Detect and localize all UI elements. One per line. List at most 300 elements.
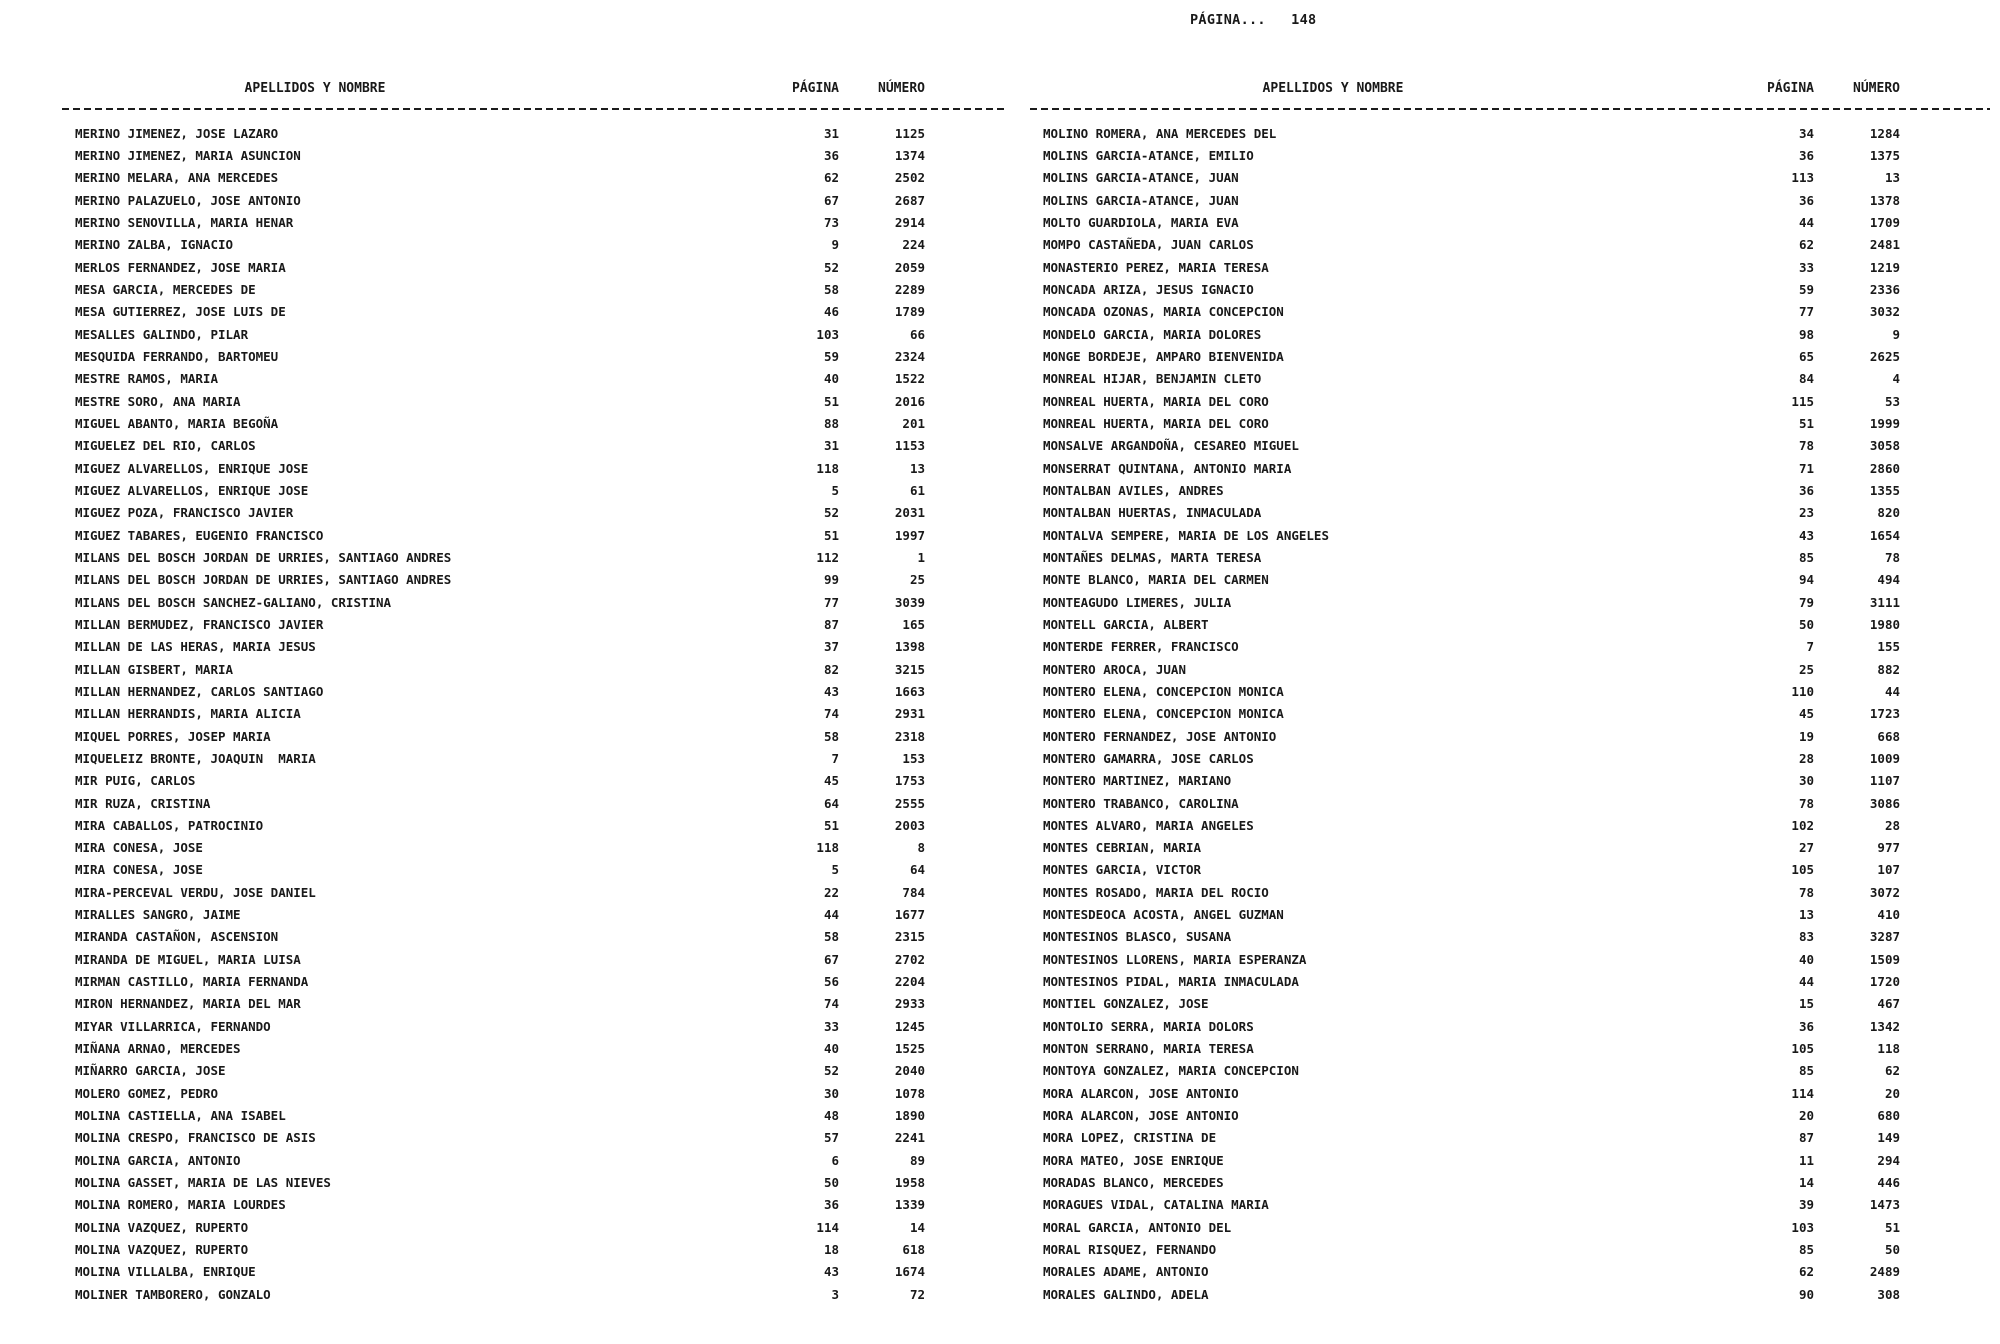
table-row [1043, 970, 1900, 992]
table-row [75, 1194, 925, 1216]
number-cell: 2931 [894, 706, 925, 722]
number-cell: 9 [1892, 326, 1900, 342]
name-cell: MONCADA OZONAS, MARIA CONCEPCION [1043, 304, 1284, 320]
table-row [1043, 1082, 1900, 1104]
name-cell: MOLTO GUARDIOLA, MARIA EVA [1043, 214, 1239, 230]
page-number-label: PÁGINA... [1190, 12, 1266, 28]
page-cell: 13 [1798, 907, 1814, 923]
number-cell: 784 [902, 884, 925, 900]
name-cell: MORA ALARCON, JOSE ANTONIO [1043, 1085, 1239, 1101]
name-cell: MONTESINOS PIDAL, MARIA INMACULADA [1043, 974, 1299, 990]
table-row [1043, 144, 1900, 166]
header-numero: NÚMERO [1853, 81, 1900, 96]
table-row [1043, 234, 1900, 256]
page-cell: 33 [823, 1018, 839, 1034]
number-cell: 3058 [1869, 438, 1900, 454]
number-cell: 1473 [1869, 1197, 1900, 1213]
page-cell: 62 [1798, 1264, 1814, 1280]
number-cell: 2860 [1869, 460, 1900, 476]
table-row [1043, 881, 1900, 903]
name-cell: MONTOYA GONZALEZ, MARIA CONCEPCION [1043, 1063, 1299, 1079]
number-cell: 1107 [1869, 773, 1900, 789]
name-cell: MESALLES GALINDO, PILAR [75, 326, 249, 342]
table-row [75, 390, 925, 412]
table-row [1043, 770, 1900, 792]
page-cell: 44 [1798, 214, 1814, 230]
table-row [1043, 703, 1900, 725]
page-cell: 84 [1798, 371, 1814, 387]
number-cell: 1153 [894, 438, 925, 454]
page-cell: 40 [823, 371, 839, 387]
number-cell: 1339 [894, 1197, 925, 1213]
table-row [1043, 1194, 1900, 1216]
table-row [75, 569, 925, 591]
number-cell: 224 [902, 237, 925, 253]
number-cell: 2489 [1869, 1264, 1900, 1280]
page-cell: 27 [1798, 840, 1814, 856]
name-cell: MILANS DEL BOSCH JORDAN DE URRIES, SANTIAGO ANDRES [75, 549, 452, 565]
name-cell: MORADAS BLANCO, MERCEDES [1043, 1175, 1224, 1191]
page-cell: 20 [1798, 1108, 1814, 1124]
name-cell: MIRA-PERCEVAL VERDU, JOSE DANIEL [75, 884, 316, 900]
table-row [1043, 1104, 1900, 1126]
page-cell: 99 [823, 572, 839, 588]
name-cell: MORAL RISQUEZ, FERNANDO [1043, 1242, 1217, 1258]
page-cell: 88 [823, 415, 839, 431]
name-cell: MONTERO FERNANDEZ, JOSE ANTONIO [1043, 728, 1277, 744]
name-cell: MORA LOPEZ, CRISTINA DE [1043, 1130, 1217, 1146]
table-row [75, 546, 925, 568]
number-cell: 1355 [1869, 482, 1900, 498]
table-row [1043, 502, 1900, 524]
number-cell: 20 [1884, 1085, 1900, 1101]
name-cell: MONTES ALVARO, MARIA ANGELES [1043, 817, 1254, 833]
name-cell: MOLINA VAZQUEZ, RUPERTO [75, 1219, 249, 1235]
name-cell: MONREAL HIJAR, BENJAMIN CLETO [1043, 371, 1262, 387]
number-cell: 107 [1877, 862, 1900, 878]
page-cell: 52 [823, 505, 839, 521]
number-cell: 3215 [894, 661, 925, 677]
table-row [75, 658, 925, 680]
number-cell: 3086 [1869, 795, 1900, 811]
page-cell: 36 [823, 147, 839, 163]
table-row [1043, 122, 1900, 144]
table-row [75, 725, 925, 747]
table-row [1043, 725, 1900, 747]
name-cell: MONTES ROSADO, MARIA DEL ROCIO [1043, 884, 1269, 900]
name-cell: MONTELL GARCIA, ALBERT [1043, 616, 1209, 632]
table-row [1043, 903, 1900, 925]
table-row [1043, 278, 1900, 300]
table-row [75, 591, 925, 613]
page-cell: 19 [1798, 728, 1814, 744]
name-cell: MIÑARRO GARCIA, JOSE [75, 1063, 226, 1079]
page-cell: 90 [1798, 1286, 1814, 1302]
name-cell: MIRA CABALLOS, PATROCINIO [75, 817, 264, 833]
name-cell: MOLINA VAZQUEZ, RUPERTO [75, 1242, 249, 1258]
name-cell: MOLINO ROMERA, ANA MERCEDES DEL [1043, 125, 1277, 141]
page-cell: 57 [823, 1130, 839, 1146]
number-cell: 1509 [1869, 951, 1900, 967]
page-cell: 110 [1791, 683, 1814, 699]
table-row [1043, 546, 1900, 568]
page-cell: 113 [1791, 170, 1814, 186]
table-row [75, 144, 925, 166]
page-cell: 34 [1798, 125, 1814, 141]
dashed-separator [1030, 108, 1990, 110]
page-cell: 36 [1798, 1018, 1814, 1034]
table-row [1043, 636, 1900, 658]
page-cell: 28 [1798, 750, 1814, 766]
name-cell: MORALES GALINDO, ADELA [1043, 1286, 1209, 1302]
header-apellidos-nombre: APELLIDOS Y NOMBRE [1262, 81, 1404, 96]
name-cell: MOMPO CASTAÑEDA, JUAN CARLOS [1043, 237, 1254, 253]
table-row [75, 502, 925, 524]
page-cell: 31 [823, 125, 839, 141]
table-row [1043, 613, 1900, 635]
number-cell: 2040 [894, 1063, 925, 1079]
table-row [1043, 167, 1900, 189]
table-row [1043, 457, 1900, 479]
number-cell: 3072 [1869, 884, 1900, 900]
number-cell: 2933 [894, 996, 925, 1012]
name-cell: MESTRE SORO, ANA MARIA [75, 393, 241, 409]
name-cell: MONGE BORDEJE, AMPARO BIENVENIDA [1043, 348, 1284, 364]
number-cell: 14 [909, 1219, 925, 1235]
number-cell: 1374 [894, 147, 925, 163]
name-cell: MORA MATEO, JOSE ENRIQUE [1043, 1152, 1224, 1168]
number-cell: 2059 [894, 259, 925, 275]
page-cell: 67 [823, 951, 839, 967]
table-row [1043, 368, 1900, 390]
number-cell: 201 [902, 415, 925, 431]
number-cell: 977 [1877, 840, 1900, 856]
table-row [75, 1149, 925, 1171]
number-cell: 1009 [1869, 750, 1900, 766]
table-row [1043, 435, 1900, 457]
page-cell: 11 [1798, 1152, 1814, 1168]
page-cell: 51 [1798, 415, 1814, 431]
page-cell: 45 [823, 773, 839, 789]
number-cell: 153 [902, 750, 925, 766]
page-cell: 40 [823, 1041, 839, 1057]
page-cell: 115 [1791, 393, 1814, 409]
name-cell: MOLINA ROMERO, MARIA LOURDES [75, 1197, 286, 1213]
page-cell: 52 [823, 1063, 839, 1079]
name-cell: MONTESINOS LLORENS, MARIA ESPERANZA [1043, 951, 1307, 967]
table-row [75, 859, 925, 881]
name-cell: MIQUEL PORRES, JOSEP MARIA [75, 728, 271, 744]
table-row [1043, 524, 1900, 546]
page-cell: 114 [1791, 1085, 1814, 1101]
header-numero: NÚMERO [878, 81, 925, 96]
name-cell: MERINO JIMENEZ, JOSE LAZARO [75, 125, 279, 141]
name-cell: MONTON SERRANO, MARIA TERESA [1043, 1041, 1254, 1057]
name-cell: MOLINA CASTIELLA, ANA ISABEL [75, 1108, 286, 1124]
name-cell: MILANS DEL BOSCH SANCHEZ-GALIANO, CRISTINA [75, 594, 392, 610]
table-row [75, 1261, 925, 1283]
number-cell: 1 [917, 549, 925, 565]
page-cell: 40 [1798, 951, 1814, 967]
name-cell: MONTERDE FERRER, FRANCISCO [1043, 639, 1239, 655]
number-cell: 1654 [1869, 527, 1900, 543]
number-cell: 50 [1884, 1242, 1900, 1258]
table-row [1043, 993, 1900, 1015]
name-cell: MERINO PALAZUELO, JOSE ANTONIO [75, 192, 301, 208]
number-cell: 2481 [1869, 237, 1900, 253]
name-cell: MIR PUIG, CARLOS [75, 773, 196, 789]
table-row [75, 926, 925, 948]
page-cell: 87 [823, 616, 839, 632]
table-row [1043, 1060, 1900, 1082]
table-row [75, 301, 925, 323]
page-cell: 77 [823, 594, 839, 610]
table-row [75, 1238, 925, 1260]
rows-right [1030, 122, 1990, 1305]
page-cell: 105 [1791, 1041, 1814, 1057]
number-cell: 1219 [1869, 259, 1900, 275]
name-cell: MONREAL HUERTA, MARIA DEL CORO [1043, 415, 1269, 431]
name-cell: MIGUEZ POZA, FRANCISCO JAVIER [75, 505, 294, 521]
number-cell: 1980 [1869, 616, 1900, 632]
number-cell: 2204 [894, 974, 925, 990]
number-cell: 1663 [894, 683, 925, 699]
table-row [75, 770, 925, 792]
page-cell: 22 [823, 884, 839, 900]
table-row [1043, 1216, 1900, 1238]
table-row [75, 814, 925, 836]
name-cell: MIÑANA ARNAO, MERCEDES [75, 1041, 241, 1057]
number-cell: 149 [1877, 1130, 1900, 1146]
table-row [1043, 479, 1900, 501]
number-cell: 2289 [894, 281, 925, 297]
table-row [75, 234, 925, 256]
page-cell: 65 [1798, 348, 1814, 364]
table-row [1043, 814, 1900, 836]
page-cell: 31 [823, 438, 839, 454]
header-pagina: PÁGINA [792, 81, 839, 96]
name-cell: MILANS DEL BOSCH JORDAN DE URRIES, SANTIAGO ANDRES [75, 572, 452, 588]
table-row [75, 792, 925, 814]
number-cell: 64 [909, 862, 925, 878]
number-cell: 1789 [894, 304, 925, 320]
number-cell: 1958 [894, 1175, 925, 1191]
page-cell: 9 [831, 237, 839, 253]
name-cell: MIRALLES SANGRO, JAIME [75, 907, 241, 923]
number-cell: 410 [1877, 907, 1900, 923]
table-row [75, 993, 925, 1015]
name-cell: MONTALBAN AVILES, ANDRES [1043, 482, 1224, 498]
table-row [1043, 658, 1900, 680]
page-cell: 18 [823, 1242, 839, 1258]
number-cell: 155 [1877, 639, 1900, 655]
table-row [1043, 591, 1900, 613]
name-cell: MOLINA CRESPO, FRANCISCO DE ASIS [75, 1130, 316, 1146]
page-cell: 7 [831, 750, 839, 766]
number-cell: 308 [1877, 1286, 1900, 1302]
name-cell: MESTRE RAMOS, MARIA [75, 371, 218, 387]
page-cell: 15 [1798, 996, 1814, 1012]
table-row [75, 747, 925, 769]
name-cell: MIGUEZ ALVARELLOS, ENRIQUE JOSE [75, 482, 309, 498]
page-cell: 103 [816, 326, 839, 342]
page-cell: 6 [831, 1152, 839, 1168]
name-cell: MESQUIDA FERRANDO, BARTOMEU [75, 348, 279, 364]
table-row [75, 189, 925, 211]
name-cell: MONTOLIO SERRA, MARIA DOLORS [1043, 1018, 1254, 1034]
name-cell: MILLAN BERMUDEZ, FRANCISCO JAVIER [75, 616, 324, 632]
name-cell: MIGUEL ABANTO, MARIA BEGOÑA [75, 415, 279, 431]
table-row [1043, 1127, 1900, 1149]
number-cell: 294 [1877, 1152, 1900, 1168]
page-cell: 102 [1791, 817, 1814, 833]
name-cell: MONTE BLANCO, MARIA DEL CARMEN [1043, 572, 1269, 588]
page-cell: 44 [823, 907, 839, 923]
page-cell: 98 [1798, 326, 1814, 342]
page-cell: 78 [1798, 795, 1814, 811]
page-cell: 67 [823, 192, 839, 208]
page-cell: 59 [823, 348, 839, 364]
name-cell: MONSERRAT QUINTANA, ANTONIO MARIA [1043, 460, 1292, 476]
name-cell: MESA GUTIERREZ, JOSE LUIS DE [75, 304, 286, 320]
number-cell: 8 [917, 840, 925, 856]
name-cell: MOLINA GASSET, MARIA DE LAS NIEVES [75, 1175, 331, 1191]
name-cell: MIRA CONESA, JOSE [75, 840, 203, 856]
table-row [75, 903, 925, 925]
table-row [1043, 948, 1900, 970]
name-cell: MORAL GARCIA, ANTONIO DEL [1043, 1219, 1232, 1235]
number-cell: 2687 [894, 192, 925, 208]
page-cell: 62 [823, 170, 839, 186]
page-cell: 118 [816, 460, 839, 476]
page-cell: 58 [823, 728, 839, 744]
page-cell: 36 [1798, 482, 1814, 498]
number-cell: 2324 [894, 348, 925, 364]
number-cell: 3111 [1869, 594, 1900, 610]
number-cell: 72 [909, 1286, 925, 1302]
number-cell: 1753 [894, 773, 925, 789]
name-cell: MONDELO GARCIA, MARIA DOLORES [1043, 326, 1262, 342]
number-cell: 1999 [1869, 415, 1900, 431]
page-cell: 46 [823, 304, 839, 320]
page-cell: 25 [1798, 661, 1814, 677]
page-cell: 52 [823, 259, 839, 275]
number-cell: 3287 [1869, 929, 1900, 945]
page-cell: 39 [1798, 1197, 1814, 1213]
dashed-separator [62, 108, 1008, 110]
number-cell: 1525 [894, 1041, 925, 1057]
page-cell: 44 [1798, 974, 1814, 990]
name-cell: MOLINS GARCIA-ATANCE, EMILIO [1043, 147, 1254, 163]
number-cell: 53 [1884, 393, 1900, 409]
page-cell: 30 [1798, 773, 1814, 789]
page-cell: 64 [823, 795, 839, 811]
number-cell: 4 [1892, 371, 1900, 387]
name-cell: MONTIEL GONZALEZ, JOSE [1043, 996, 1209, 1012]
name-cell: MILLAN HERNANDEZ, CARLOS SANTIAGO [75, 683, 324, 699]
name-cell: MONTAÑES DELMAS, MARTA TERESA [1043, 549, 1262, 565]
rows-left [62, 122, 1008, 1305]
number-cell: 89 [909, 1152, 925, 1168]
number-cell: 118 [1877, 1041, 1900, 1057]
page-cell: 37 [823, 639, 839, 655]
table-row [75, 881, 925, 903]
number-cell: 2318 [894, 728, 925, 744]
page-cell: 62 [1798, 237, 1814, 253]
page-cell: 73 [823, 214, 839, 230]
name-cell: MONTESINOS BLASCO, SUSANA [1043, 929, 1232, 945]
page-cell: 71 [1798, 460, 1814, 476]
number-cell: 44 [1884, 683, 1900, 699]
page-cell: 83 [1798, 929, 1814, 945]
name-cell: MIGUEZ TABARES, EUGENIO FRANCISCO [75, 527, 324, 543]
name-cell: MONTALVA SEMPERE, MARIA DE LOS ANGELES [1043, 527, 1329, 543]
table-row [75, 122, 925, 144]
number-cell: 2555 [894, 795, 925, 811]
number-cell: 78 [1884, 549, 1900, 565]
column-headers-right [1030, 80, 1990, 98]
table-row [75, 412, 925, 434]
number-cell: 2502 [894, 170, 925, 186]
name-cell: MONTES GARCIA, VICTOR [1043, 862, 1202, 878]
number-cell: 1997 [894, 527, 925, 543]
page-cell: 103 [1791, 1219, 1814, 1235]
table-row [1043, 569, 1900, 591]
column-headers-left [62, 80, 1008, 98]
page-cell: 50 [823, 1175, 839, 1191]
table-row [1043, 1283, 1900, 1305]
table-row [75, 1127, 925, 1149]
page-cell: 105 [1791, 862, 1814, 878]
number-cell: 1342 [1869, 1018, 1900, 1034]
page-number-value: 148 [1291, 12, 1317, 28]
page-cell: 74 [823, 706, 839, 722]
name-cell: MOLINA GARCIA, ANTONIO [75, 1152, 241, 1168]
page-cell: 51 [823, 527, 839, 543]
table-row [75, 680, 925, 702]
name-cell: MONREAL HUERTA, MARIA DEL CORO [1043, 393, 1269, 409]
page-cell: 77 [1798, 304, 1814, 320]
table-row [75, 256, 925, 278]
table-row [1043, 211, 1900, 233]
page-cell: 112 [816, 549, 839, 565]
number-cell: 820 [1877, 505, 1900, 521]
index-column-left [62, 80, 1008, 1305]
name-cell: MIRMAN CASTILLO, MARIA FERNANDA [75, 974, 309, 990]
name-cell: MESA GARCIA, MERCEDES DE [75, 281, 256, 297]
number-cell: 3032 [1869, 304, 1900, 320]
name-cell: MIRON HERNANDEZ, MARIA DEL MAR [75, 996, 301, 1012]
name-cell: MILLAN GISBERT, MARIA [75, 661, 234, 677]
page-cell: 87 [1798, 1130, 1814, 1146]
name-cell: MONTEAGUDO LIMERES, JULIA [1043, 594, 1232, 610]
name-cell: MORA ALARCON, JOSE ANTONIO [1043, 1108, 1239, 1124]
number-cell: 2702 [894, 951, 925, 967]
name-cell: MONTERO TRABANCO, CAROLINA [1043, 795, 1239, 811]
name-cell: MONTESDEOCA ACOSTA, ANGEL GUZMAN [1043, 907, 1284, 923]
number-cell: 2016 [894, 393, 925, 409]
page-cell: 114 [816, 1219, 839, 1235]
page-cell: 43 [823, 1264, 839, 1280]
table-row [75, 636, 925, 658]
page-number-gap [1266, 12, 1291, 28]
number-cell: 2625 [1869, 348, 1900, 364]
page-cell: 58 [823, 281, 839, 297]
name-cell: MILLAN DE LAS HERAS, MARIA JESUS [75, 639, 316, 655]
number-cell: 2336 [1869, 281, 1900, 297]
table-row [75, 167, 925, 189]
table-row [75, 435, 925, 457]
